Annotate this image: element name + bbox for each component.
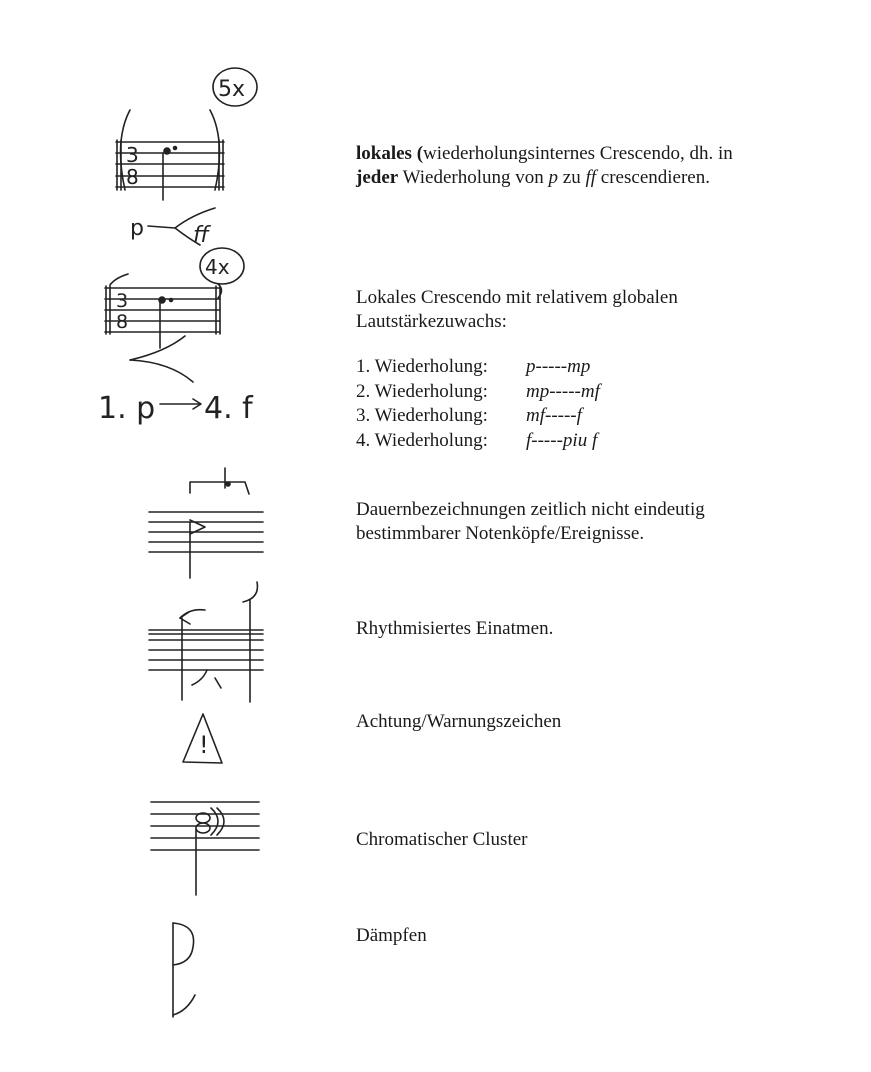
local-crescendo-description: lokales (wiederholungsinternes Crescendo, dh. in jeder Wiederholung von p zu ff crescendieren. [356,143,733,188]
relative-crescendo-symbol [90,240,270,440]
svg-text:ff: ff [193,223,209,248]
damping-description: Dämpfen [356,925,427,946]
duration-notation-symbol [145,460,265,580]
svg-text:3: 3 [116,290,129,312]
chromatic-cluster-description: Chromatischer Cluster [356,829,528,850]
svg-text:8: 8 [116,311,129,333]
repetition-row: 2. Wiederholung: mp-----mf [356,380,600,402]
repetition-row: 1. Wiederholung: p-----mp [356,356,591,377]
svg-text:1. p: 1. p [98,391,156,426]
repetition-row: 4. Wiederholung: f-----piu f [356,429,598,451]
damping-symbol [165,915,215,1025]
repeat-count-text: 5x [218,77,246,102]
chromatic-cluster-symbol [145,795,265,900]
relative-crescendo-description: Lokales Crescendo mit relativem globalen Lautstärkezuwachs: [356,287,678,332]
warning-icon [175,710,235,770]
svg-text:8: 8 [126,165,139,189]
svg-text:4x: 4x [205,255,230,279]
repetition-list [356,355,600,453]
inhale-symbol [145,580,275,705]
warning-description: Achtung/Warnungszeichen [356,711,562,732]
svg-text:4. f: 4. f [204,391,253,426]
repetition-row: 3. Wiederholung: mf-----f [356,405,582,426]
svg-text:!: ! [199,731,209,759]
local-crescendo-symbol [100,60,270,250]
svg-text:p: p [130,216,144,241]
duration-notation-description: Dauernbezeichnungen zeitlich nicht eindeutig bestimmbarer Notenköpfe/Ereignisse. [356,499,705,544]
svg-text:3: 3 [126,143,139,167]
inhale-description: Rhythmisiertes Einatmen. [356,618,554,639]
